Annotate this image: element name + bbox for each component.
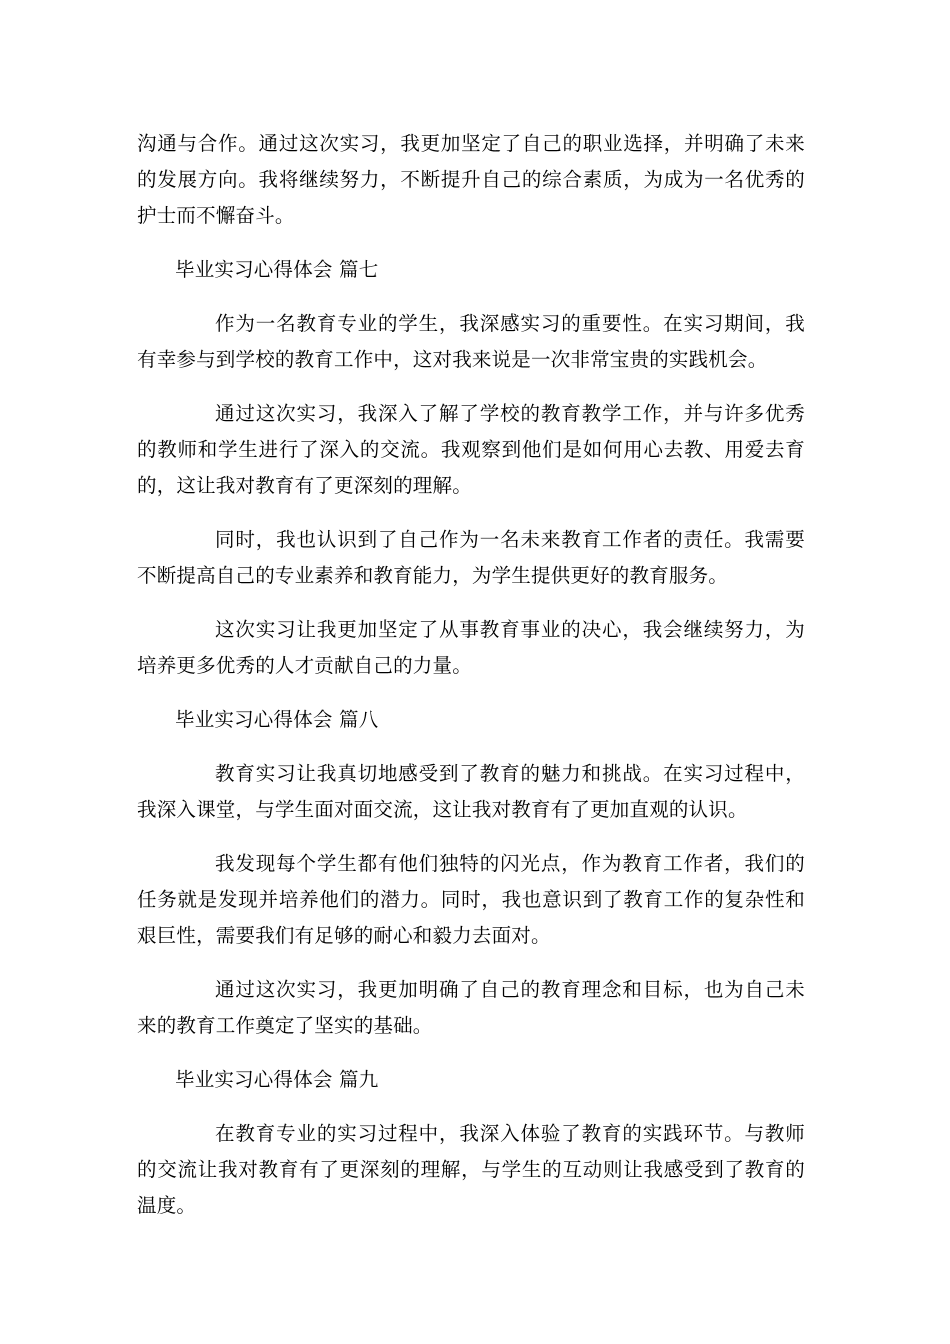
paragraph: 我发现每个学生都有他们独特的闪光点，作为教育工作者，我们的任务就是发现并培养他们的潜力。同时，我也意识到了教育工作的复杂性和艰巨性，需要我们有足够的耐心和毅力去面对。 <box>137 852 805 947</box>
paragraph: 通过这次实习，我深入了解了学校的教育教学工作，并与许多优秀的教师和学生进行了深入的交流。我观察到他们是如何用心去教、用爱去育的，这让我对教育有了更深刻的理解。 <box>137 402 805 497</box>
paragraph: 教育实习让我真切地感受到了教育的魅力和挑战。在实习过程中，我深入课堂，与学生面对面交流，这让我对教育有了更加直观的认识。 <box>137 762 805 821</box>
section-heading: 毕业实习心得体会 篇九 <box>175 1068 379 1091</box>
paragraph: 沟通与合作。通过这次实习，我更加坚定了自己的职业选择，并明确了未来的发展方向。我将继续努力，不断提升自己的综合素质，为成为一名优秀的护士而不懈奋斗。 <box>137 132 805 227</box>
paragraph: 同时，我也认识到了自己作为一名未来教育工作者的责任。我需要不断提高自己的专业素养和教育能力，为学生提供更好的教育服务。 <box>137 528 805 587</box>
paragraph: 在教育专业的实习过程中，我深入体验了教育的实践环节。与教师的交流让我对教育有了更深刻的理解，与学生的互动则让我感受到了教育的温度。 <box>137 1122 805 1217</box>
document-body <box>137 126 805 1242</box>
paragraph: 作为一名教育专业的学生，我深感实习的重要性。在实习期间，我有幸参与到学校的教育工作中，这对我来说是一次非常宝贵的实践机会。 <box>137 312 805 371</box>
section-heading: 毕业实习心得体会 篇八 <box>175 708 379 731</box>
paragraph: 这次实习让我更加坚定了从事教育事业的决心，我会继续努力，为培养更多优秀的人才贡献自己的力量。 <box>137 618 805 677</box>
section-heading: 毕业实习心得体会 篇七 <box>175 258 379 281</box>
paragraph: 通过这次实习，我更加明确了自己的教育理念和目标，也为自己未来的教育工作奠定了坚实的基础。 <box>137 978 805 1037</box>
